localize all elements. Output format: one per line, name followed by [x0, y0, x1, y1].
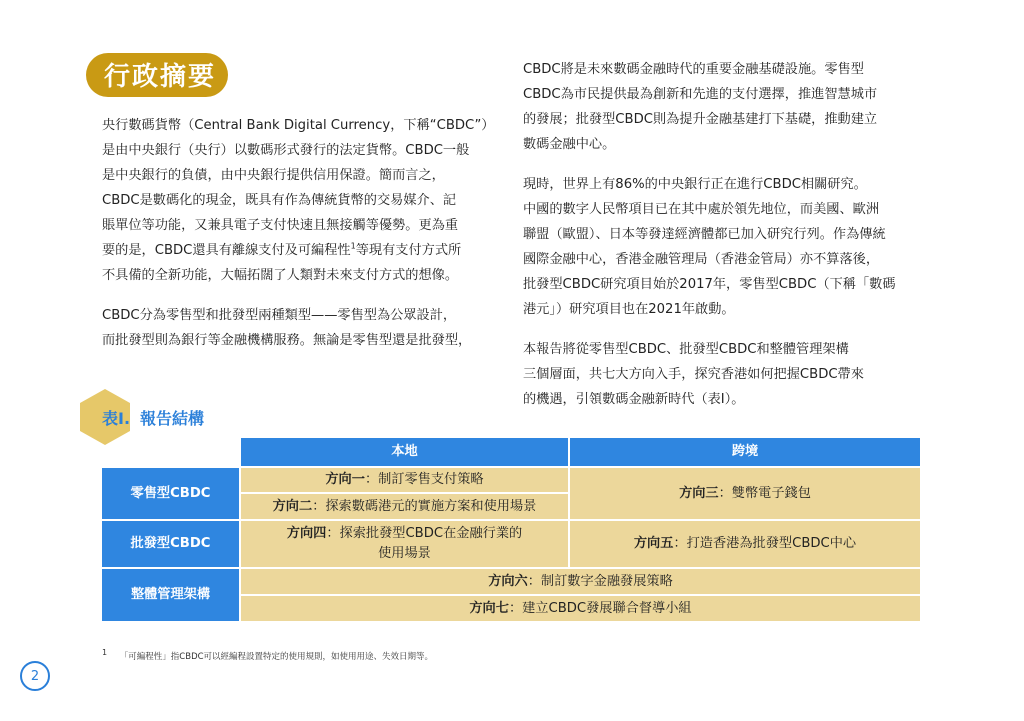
text-line: 中國的數字人民幣項目已在其中處於領先地位，而美國、歐洲	[523, 202, 880, 217]
cell-direction-7	[241, 596, 920, 621]
text-line: 不具備的全新功能，大幅拓闊了人類對未來支付方式的想像。	[102, 268, 459, 283]
page-number: 2	[20, 661, 50, 691]
cell-direction-1	[241, 468, 568, 492]
paragraph-intro	[102, 113, 497, 288]
page-title: 行政摘要	[104, 62, 217, 92]
text-line: CBDC分為零售型和批發型兩種類型——零售型為公眾設計，	[102, 308, 457, 323]
table-name: 報告結構	[140, 409, 205, 428]
text-line: 賬單位等功能，又兼具電子支付快速且無接觸等優勢。更為重	[102, 218, 459, 233]
direction-text: 使用場景	[378, 546, 431, 561]
footnote-text: 「可編程性」指CBDC可以經編程設置特定的使用規則，如使用用途、失效日期等。	[119, 652, 434, 662]
table-label: 表I.	[102, 409, 131, 428]
direction-line	[287, 524, 522, 544]
row-header-retail: 零售型CBDC	[102, 468, 239, 519]
text-line: 現時，世界上有86%的中央銀行正在進行CBDC相關研究。	[523, 177, 867, 192]
direction-text: ：制訂數字金融發展策略	[527, 573, 673, 589]
text-line: 聯盟（歐盟）、日本等發達經濟體都已加入研究行列。作為傳統	[523, 227, 886, 242]
direction-label: 方向一	[325, 472, 365, 487]
paragraph-infrastructure	[523, 57, 928, 157]
direction-label: 方向二	[272, 498, 313, 514]
direction-label: 方向七	[469, 600, 509, 616]
direction-text: ：探索批發型CBDC在金融行業的	[326, 526, 523, 541]
left-column	[102, 113, 497, 353]
text-line: 港元」）研究項目也在2021年啟動。	[523, 302, 735, 317]
text-line: 央行數碼貨幣（Central Bank Digital Currency，下稱“CBDC”）	[102, 118, 495, 133]
text-line: CBDC為市民提供最為創新和先進的支付選擇，推進智慧城市	[523, 87, 878, 102]
cell-direction-3	[570, 468, 920, 519]
direction-text: ：雙幣電子錢包	[718, 485, 811, 501]
cell-direction-6	[241, 569, 920, 594]
text-line: CBDC將是未來數碼金融時代的重要金融基礎設施。零售型	[523, 62, 864, 77]
paragraph-research	[523, 172, 928, 322]
text-line: 要的是，CBDC還具有離線支付及可編程性	[102, 243, 351, 258]
text-line: 的機遇，引領數碼金融新時代（表I）。	[523, 392, 745, 407]
right-column	[523, 57, 928, 412]
text-line: 的發展；批發型CBDC則為提升金融基建打下基礎，推動建立	[523, 112, 878, 127]
text-line: 而批發型則為銀行等金融機構服務。無論是零售型還是批發型，	[102, 333, 472, 348]
text-line: CBDC是數碼化的現金，既具有作為傳統貨幣的交易媒介、記	[102, 193, 457, 208]
direction-label: 方向六	[488, 573, 528, 589]
text-line: 本報告將從零售型CBDC、批發型CBDC和整體管理架構	[523, 342, 849, 357]
text-line: 是中央銀行的負債，由中央銀行提供信用保證。簡而言之，	[102, 168, 445, 183]
direction-label: 方向五	[633, 536, 674, 551]
cell-direction-5	[570, 521, 920, 567]
cell-direction-4	[241, 521, 568, 567]
row-header-wholesale: 批發型CBDC	[102, 521, 239, 567]
footnote-reference: 1	[350, 241, 356, 251]
footnote	[102, 650, 433, 662]
cell-direction-2	[241, 494, 568, 519]
header-cross-border: 跨境	[570, 438, 920, 466]
header-local: 本地	[241, 438, 568, 466]
paragraph-types	[102, 303, 497, 353]
text-line: 國際金融中心，香港金融管理局（香港金管局）亦不算落後，	[523, 252, 880, 267]
text-line: 等現有支付方式所	[355, 243, 462, 258]
table-caption	[102, 406, 204, 429]
direction-text: ：制訂零售支付策略	[364, 472, 484, 487]
direction-text: ：探索數碼港元的實施方案和使用場景	[312, 498, 537, 514]
row-header-governance: 整體管理架構	[102, 569, 239, 621]
paragraph-report-scope	[523, 337, 928, 412]
text-line: 數碼金融中心。	[523, 137, 616, 152]
direction-label: 方向四	[286, 526, 327, 541]
text-line: 是由中央銀行（央行）以數碼形式發行的法定貨幣。CBDC一般	[102, 143, 470, 158]
direction-text: ：打造香港為批發型CBDC中心	[673, 536, 857, 551]
footnote-mark: 1	[102, 648, 108, 658]
direction-label: 方向三	[679, 485, 719, 501]
text-line: 批發型CBDC研究項目始於2017年，零售型CBDC（下稱「數碼	[523, 277, 896, 292]
direction-text: ：建立CBDC發展聯合督導小組	[508, 600, 692, 616]
text-line: 三個層面，共七大方向入手，探究香港如何把握CBDC帶來	[523, 367, 864, 382]
